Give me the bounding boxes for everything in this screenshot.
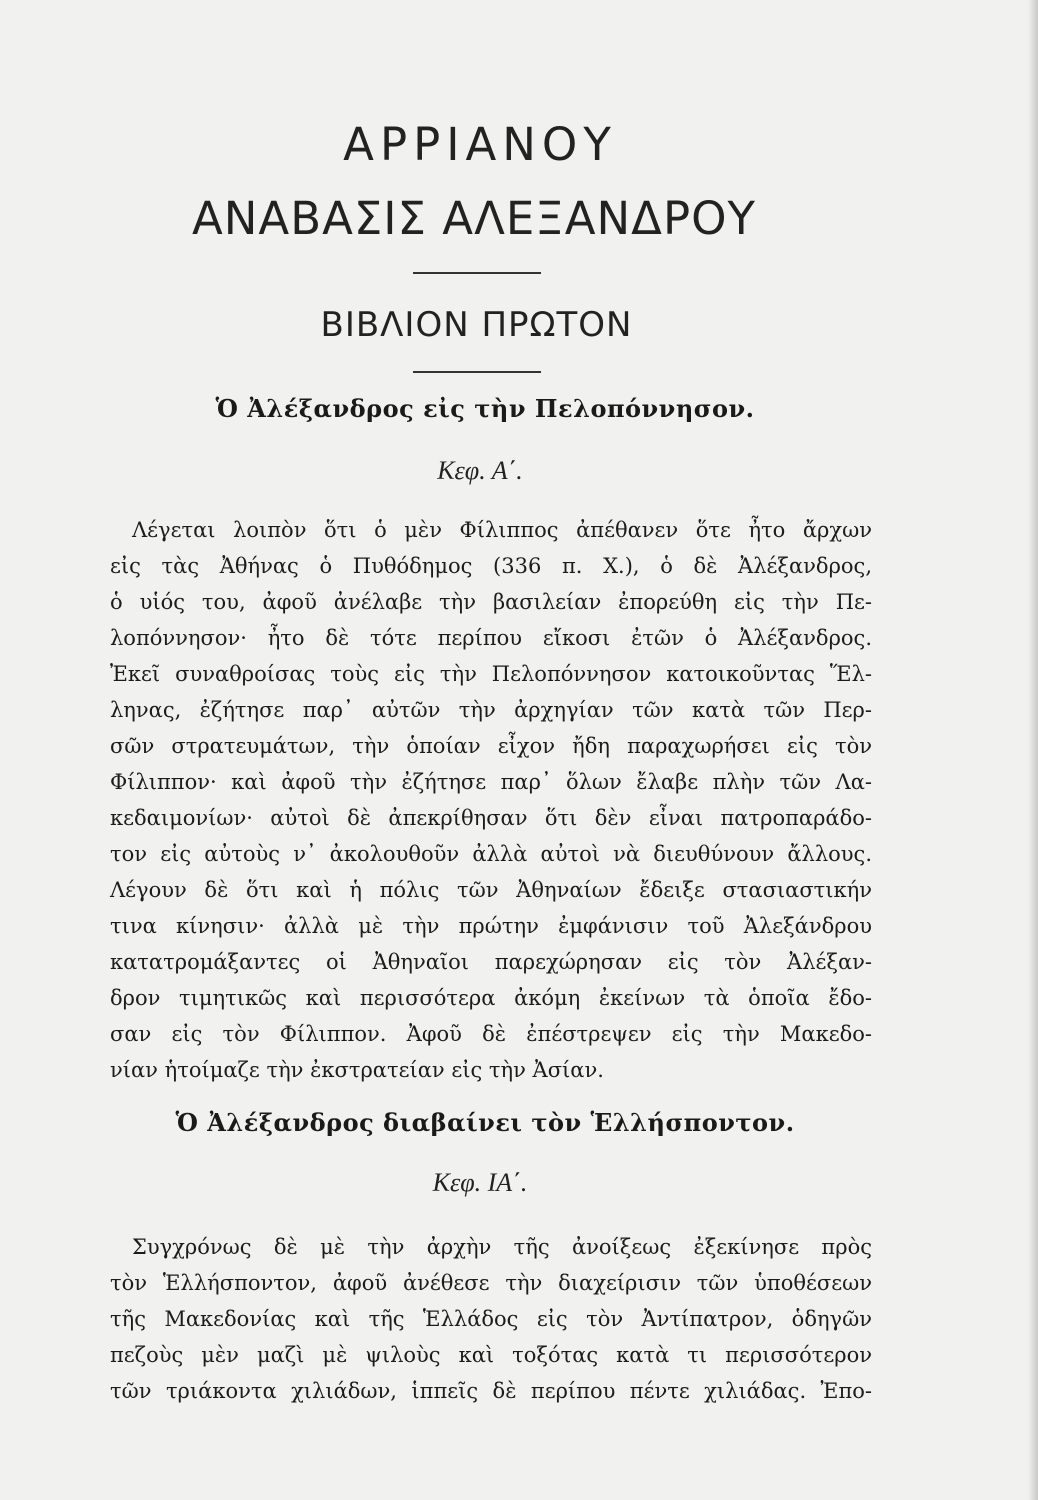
page-edge-shadow (1028, 0, 1038, 1500)
text-line: ληνας, ἐζήτησε παρ᾽ αὐτῶν τὴν ἀρχηγίαν τῶν κατὰ τῶν Περ- (110, 698, 872, 722)
work-title: ΑΝΑΒΑΣΙΣ ΑΛΕΞΑΝΔΡΟΥ (191, 192, 757, 245)
text-line: τῆς Μακεδονίας καὶ τῆς Ἑλλάδος εἰς τὸν Ἀντίπατρον, ὁδηγῶν (110, 1307, 872, 1331)
section-heading-1: Ὁ Ἀλέξανδρος εἰς τὴν Πελοπόννησον. (215, 394, 755, 423)
book-title: ΒΙΒΛΙΟΝ ΠΡΩΤΟΝ (320, 305, 633, 345)
author-title: ΑΡΡΙΑΝΟΥ (343, 118, 617, 171)
text-line: εἰς τὰς Ἀθήνας ὁ Πυθόδημος (336 π. Χ.), ὁ δὲ Ἀλέξανδρος, (110, 554, 872, 578)
text-line: Ἐκεῖ συναθροίσας τοὺς εἰς τὴν Πελοπόννησον κατοικοῦντας Ἕλ- (110, 662, 872, 686)
text-line: κεδαιμονίων· αὐτοὶ δὲ ἀπεκρίθησαν ὅτι δὲν εἶναι πατροπαράδο- (110, 806, 872, 830)
text-line: τινα κίνησιν· ἀλλὰ μὲ τὴν πρώτην ἐμφάνισιν τοῦ Ἀλεξάνδρου (110, 914, 872, 938)
text-line: νίαν ἡτοίμαζε τὴν ἐκστρατείαν εἰς τὴν Ἀσίαν. (110, 1058, 604, 1082)
section-heading-2: Ὁ Ἀλέξανδρος διαβαίνει τὸν Ἑλλήσποντον. (175, 1108, 795, 1137)
chapter-label-2: Κεφ. ΙΑ΄. (432, 1168, 528, 1197)
text-line: Φίλιππον· καὶ ἀφοῦ τὴν ἐζήτησε παρ᾽ ὅλων ἔλαβε πλὴν τῶν Λα- (110, 770, 872, 794)
text-line: σαν εἰς τὸν Φίλιππον. Ἀφοῦ δὲ ἐπέστρεψεν εἰς τὴν Μακεδο- (110, 1022, 872, 1046)
text-line: Λέγεται λοιπὸν ὅτι ὁ μὲν Φίλιππος ἀπέθανεν ὅτε ἦτο ἄρχων (132, 518, 872, 542)
text-line: δρον τιμητικῶς καὶ περισσότερα ἀκόμη ἐκείνων τὰ ὁποῖα ἔδο- (110, 986, 872, 1010)
text-line: Λέγουν δὲ ὅτι καὶ ἡ πόλις τῶν Ἀθηναίων ἔδειξε στασιαστικήν (110, 878, 872, 902)
divider-rule-top (413, 272, 541, 274)
text-line: κατατρομάξαντες οἱ Ἀθηναῖοι παρεχώρησαν εἰς τὸν Ἀλέξαν- (110, 950, 872, 974)
chapter-label-1: Κεφ. Α΄. (437, 456, 523, 485)
text-line: τὸν Ἑλλήσποντον, ἀφοῦ ἀνέθεσε τὴν διαχείρισιν τῶν ὑποθέσεων (110, 1271, 872, 1295)
text-line: Συγχρόνως δὲ μὲ τὴν ἀρχὴν τῆς ἀνοίξεως ἐξεκίνησε πρὸς (132, 1235, 872, 1259)
text-line: πεζοὺς μὲν μαζὶ μὲ ψιλοὺς καὶ τοξότας κατὰ τι περισσότερον (110, 1343, 872, 1367)
text-line: ὁ υἱός του, ἀφοῦ ἀνέλαβε τὴν βασιλείαν ἐπορεύθη εἰς τὴν Πε- (110, 590, 872, 614)
text-line: τῶν τριάκοντα χιλιάδων, ἱππεῖς δὲ περίπου πέντε χιλιάδας. Ἐπο- (110, 1379, 872, 1403)
divider-rule-bottom (413, 371, 541, 373)
text-line: τον εἰς αὐτοὺς ν᾽ ἀκολουθοῦν ἀλλὰ αὐτοὶ νὰ διευθύνουν ἄλλους. (110, 842, 872, 866)
text-line: σῶν στρατευμάτων, τὴν ὁποίαν εἶχον ἤδη παραχωρήσει εἰς τὸν (110, 734, 872, 758)
text-line: λοπόννησον· ἦτο δὲ τότε περίπου εἴκοσι ἐτῶν ὁ Ἀλέξανδρος. (110, 626, 872, 650)
